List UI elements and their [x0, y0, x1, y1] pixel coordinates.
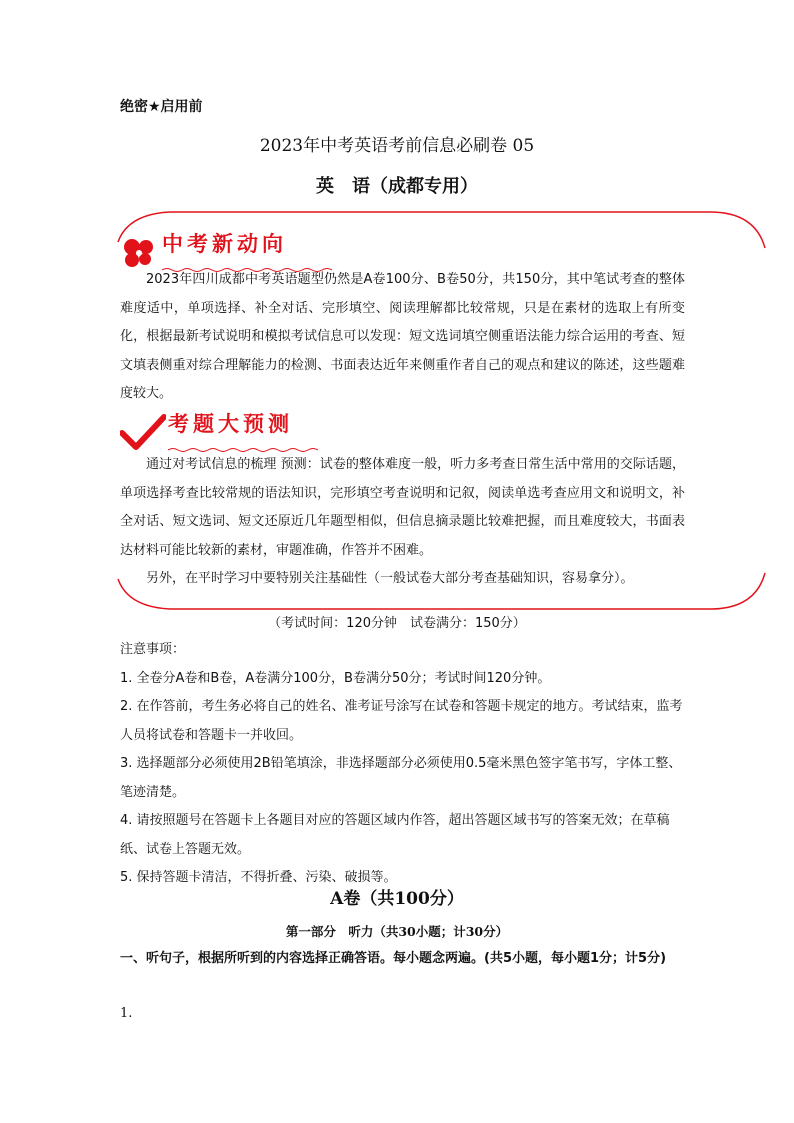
section-prediction-title: 考题大预测: [168, 412, 293, 436]
confidential-label: 绝密★启用前: [120, 99, 203, 115]
note-item: 3. 选择题部分必须使用2B铅笔填涂，非选择题部分必须使用0.5毫米黑色签字笔书写，字体工整、笔迹清楚。: [120, 756, 682, 800]
page-title: 2023年中考英语考前信息必刷卷 05: [259, 136, 535, 156]
section-new-trends-title: 中考新动向: [162, 232, 287, 256]
section-new-trends-body: [120, 266, 685, 409]
question-number: 1.: [120, 1006, 133, 1021]
checkmark-icon: [120, 413, 166, 453]
note-item: 5. 保持答题卡清洁，不得折叠、污染、破损等。: [120, 870, 397, 885]
exam-info: （考试时间：120分钟 试卷满分：150分）: [268, 616, 526, 631]
section-prediction-body: [120, 451, 685, 594]
paragraph: 通过对考试信息的梳理 预测：试卷的整体难度一般，听力多考查日常生活中常用的交际话题，单项选择考查比较常规的语法知识，完形填空考查说明和记叙，阅读单选考查应用文和说明文，补全对话、短文选词、短文还原近几年题型相似，但信息摘录题比较难把握，而且难度较大，书面表达材料可能比较新的素材，审题准确，作答并不困难。: [120, 457, 685, 558]
listening-instruction: 一、听句子，根据所听到的内容选择正确答语。每小题念两遍。(共5小题，每小题1分；计5分): [120, 951, 667, 966]
notes-section: [120, 636, 685, 893]
section-prediction-header: [120, 408, 318, 457]
paragraph: 2023年四川成都中考英语题型仍然是A卷100分、B卷50分，共150分，其中笔试考查的整体难度适中，单项选择、补全对话、完形填空、阅读理解都比较常规，只是在素材的选取上有所变化，根据最新考试说明和模拟考试信息可以发现：短文选词填空侧重语法能力综合运用的考查、短文填表侧重对综合理解能力的检测、书面表达近年来侧重作者自己的观点和建议的陈述，这些题难度较大。: [120, 272, 685, 401]
notes-heading: 注意事项：: [120, 642, 186, 657]
note-item: 2. 在作答前，考生务必将自己的姓名、准考证号涂写在试卷和答题卡规定的地方。考试结束，监考人员将试卷和答题卡一并收回。: [120, 699, 683, 743]
note-item: 4. 请按照题号在答题卡上各题目对应的答题区域内作答，超出答题区域书写的答案无效；在草稿纸、试卷上答题无效。: [120, 813, 670, 857]
part-a-heading: A卷（共100分）: [330, 889, 464, 909]
paragraph: 另外，在平时学习中要特别关注基础性（一般试卷大部分考查基础知识，容易拿分）。: [146, 571, 634, 586]
page-subtitle: 英 语（成都专用）: [316, 176, 478, 197]
part-one-heading: 第一部分 听力（共30小题；计30分）: [285, 924, 509, 939]
note-item: 1. 全卷分A卷和B卷，A卷满分100分，B卷满分50分；考试时间120分钟。: [120, 670, 551, 686]
